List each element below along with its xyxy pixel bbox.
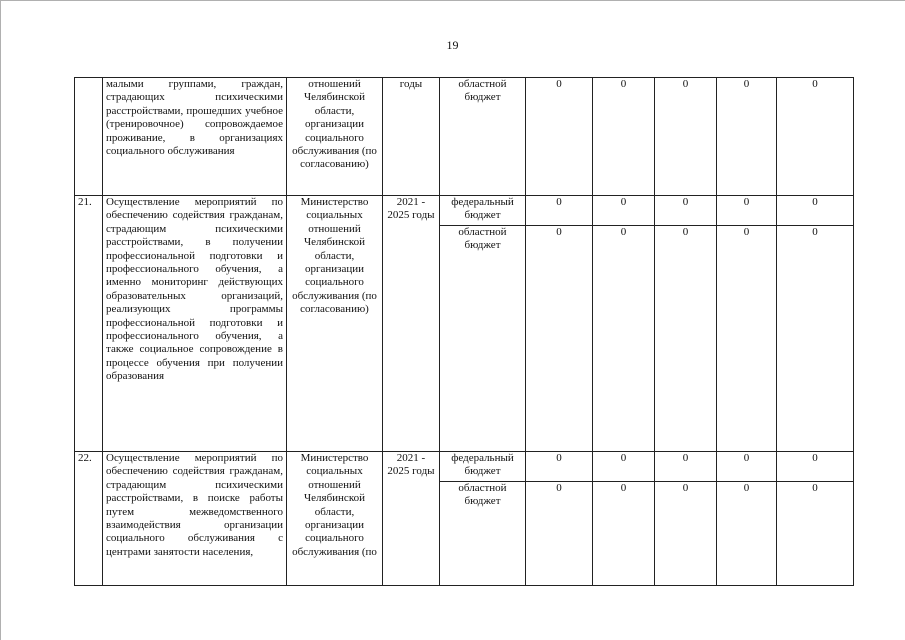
funding-value: 0 [655,196,717,226]
scan-edge-left [0,0,1,640]
funding-value: 0 [655,482,717,586]
funding-value: 0 [777,78,854,196]
funding-source: областной бюджет [440,482,526,586]
measure-description: малыми группами, граждан, страдающих психическими расстройствами, прошедших учебное (тренировочное) сопровождаемое проживание, в организациях социального обслуживания [103,78,287,196]
funding-value: 0 [777,226,854,452]
row-number: 21. [75,196,103,452]
funding-value: 0 [717,226,777,452]
funding-value: 0 [593,226,655,452]
measures-table [74,77,854,586]
funding-value: 0 [593,452,655,482]
funding-value: 0 [777,452,854,482]
funding-value: 0 [655,78,717,196]
responsible-executor: Министерство социальных отношений Челябинской области, организации социального обслуживания (по [287,452,383,586]
funding-value: 0 [526,226,593,452]
implementation-period: 2021 - 2025 годы [383,196,440,452]
funding-value: 0 [777,196,854,226]
table-row [75,196,854,226]
funding-source: областной бюджет [440,78,526,196]
row-number [75,78,103,196]
implementation-period: годы [383,78,440,196]
measure-description: Осуществление мероприятий по обеспечению содействия гражданам, страдающим психическими расстройствами, в получении профессиональной подготовки и профессионального обучения, а именно мониторинг действующих образовательных организаций, реализующих программы профессиональной подготовки и профессионального обучения, а также социальное сопровождение в процессе обучения при получении образования [103,196,287,452]
table-row [75,452,854,482]
responsible-executor: отношений Челябинской области, организации социального обслуживания (по согласованию) [287,78,383,196]
page-number: 19 [446,38,459,52]
funding-value: 0 [717,78,777,196]
scan-edge-top [0,0,905,1]
funding-source: федеральный бюджет [440,452,526,482]
measure-description: Осуществление мероприятий по обеспечению содействия гражданам, страдающим психическими расстройствами, в поиске работы путем межведомственного взаимодействия организации социального обслуживания с центрами занятости населения, [103,452,287,586]
funding-value: 0 [593,196,655,226]
funding-value: 0 [526,452,593,482]
funding-value: 0 [526,482,593,586]
funding-value: 0 [717,196,777,226]
funding-value: 0 [593,78,655,196]
implementation-period: 2021 - 2025 годы [383,452,440,586]
responsible-executor: Министерство социальных отношений Челябинской области, организации социального обслуживания (по согласованию) [287,196,383,452]
funding-value: 0 [655,226,717,452]
funding-source: областной бюджет [440,226,526,452]
funding-value: 0 [593,482,655,586]
row-number: 22. [75,452,103,586]
funding-source: федеральный бюджет [440,196,526,226]
funding-value: 0 [717,482,777,586]
funding-value: 0 [777,482,854,586]
funding-value: 0 [526,196,593,226]
funding-value: 0 [655,452,717,482]
funding-value: 0 [717,452,777,482]
table-row [75,78,854,196]
funding-value: 0 [526,78,593,196]
